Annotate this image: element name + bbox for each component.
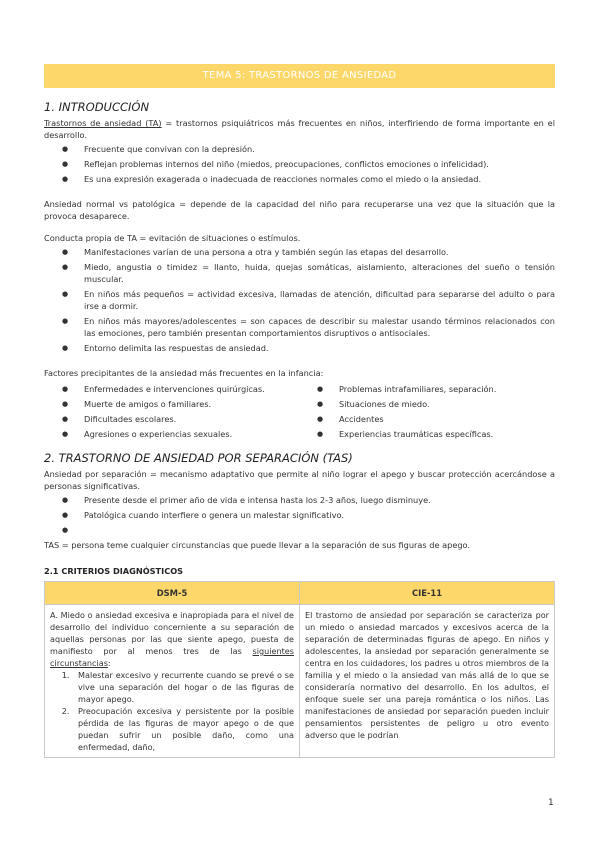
list-item: ● Es una expresión exagerada o inadecuada de reacciones normales como el miedo o la ansiedad.: [84, 173, 555, 185]
section-2-heading: 2. TRASTORNO DE ANSIEDAD POR SEPARACIÓN (TAS): [44, 451, 353, 465]
factores-intro: Factores precipitantes de la ansiedad más frecuentes en la infancia:: [44, 368, 324, 378]
ta-definition-text: = trastornos psiquiátricos más frecuentes en niños, interfiriendo de forma importante en el desarrollo.: [44, 118, 555, 140]
document-body: [44, 100, 555, 758]
list-item: ● Situaciones de miedo.: [339, 398, 549, 410]
page-number: 1: [548, 798, 554, 808]
factores-columns: [44, 381, 555, 443]
ta-characteristics-list: [44, 143, 555, 185]
criteria-table: [44, 581, 555, 758]
conducta-list: [44, 246, 555, 354]
list-item: ● Frecuente que convivan con la depresión.: [84, 143, 555, 155]
dsm5-cell: A. Miedo o ansiedad excesiva e inapropiada para el nivel de desarrollo del individuo concerniente a su separación de aquellas personas por las que siente apego, puesta de manifiesto por al menos tres de las siguientes circunstancias: 1. Malestar excesivo y recurrente cuando se prevé o se vive una separación del hogar o de las figuras de mayor apego. 2. Preocupación excesiva y persistente por la posible pérdida de las figuras de mayor apego o de que puedan sufrir un posible daño, como una enfermedad, daño,: [45, 605, 300, 758]
list-item: 2. Preocupación excesiva y persistente por la posible pérdida de las figuras de mayor apego o de que puedan sufrir un posible daño, como una enfermedad, daño,: [72, 705, 294, 753]
list-item: ● Presente desde el primer año de vida e intensa hasta los 2-3 años, luego disminuye.: [84, 494, 555, 506]
dsm5-header: DSM-5: [45, 582, 300, 605]
list-item: ● Enfermedades e intervenciones quirúrgicas.: [84, 383, 299, 395]
tas-list: [44, 494, 555, 536]
list-item: ● Dificultades escolares.: [84, 413, 299, 425]
list-item: ● Miedo, angustia o timidez = llanto, huida, quejas somáticas, aislamiento, alteraciones del sueño o tensión muscular.: [84, 261, 555, 285]
list-item: [84, 524, 555, 536]
ta-term: Trastornos de ansiedad (TA): [44, 118, 162, 128]
separation-anxiety-intro: Ansiedad por separación = mecanismo adaptativo que permite al niño lograr el apego y buscar protección acercándose a personas significativas.: [44, 469, 555, 491]
cie11-cell: El trastorno de ansiedad por separación se caracteriza por un miedo o ansiedad marcados y excesivos acerca de la separación de determinadas figuras de apego. En niños y adolescentes, la ansiedad por separación generalmente se centra en los cuidadores, los padres u otros miembros de la familia y el miedo o la ansiedad van más allá de lo que se consideraría normativo del desarrollo. En los adultos, el enfoque suele ser una pareja romántica o los niños. Las manifestaciones de ansiedad por separación pueden incluir pensamientos persistentes de peligro u otro evento adverso que le podrían: [300, 605, 555, 758]
dsm5-items: [50, 669, 294, 753]
ta-definition: [44, 117, 555, 141]
list-item: ● Experiencias traumáticas específicas.: [339, 428, 549, 440]
criterios-heading: 2.1 CRITERIOS DIAGNÓSTICOS: [44, 566, 184, 576]
cie11-header: CIE-11: [300, 582, 555, 605]
list-item: ● Accidentes: [339, 413, 549, 425]
list-item: 1. Malestar excesivo y recurrente cuando se prevé o se vive una separación del hogar o de las figuras de mayor apego.: [72, 669, 294, 705]
section-1-heading: 1. INTRODUCCIÓN: [44, 100, 150, 114]
tas-definition: TAS = persona teme cualquier circunstancias que puede llevar a la separación de sus figuras de apego.: [44, 540, 471, 550]
list-item: ● En niños más mayores/adolescentes = son capaces de describir su malestar usando términos relacionados con las emociones, pero también presentan comportamientos disruptivos o antisociales.: [84, 315, 555, 339]
normal-vs-pathological: Ansiedad normal vs patológica = depende de la capacidad del niño para recuperarse una vez que la situación que la provoca desaparece.: [44, 199, 555, 221]
list-item: ● Agresiones o experiencias sexuales.: [84, 428, 299, 440]
dsm5-criterion-a: A. Miedo o ansiedad excesiva e inapropiada para el nivel de desarrollo del individuo concerniente a su separación de aquellas personas por las que siente apego, puesta de manifiesto por al menos tres de las: [50, 610, 294, 656]
list-item: ● Reflejan problemas internos del niño (miedos, preocupaciones, conflictos emociones o infelicidad).: [84, 158, 555, 170]
list-item: ● Problemas intrafamiliares, separación.: [339, 383, 549, 395]
list-item: ● Muerte de amigos o familiares.: [84, 398, 299, 410]
list-item: ● En niños más pequeños = actividad excesiva, llamadas de atención, dificultad para separarse del adulto o para irse a dormir.: [84, 288, 555, 312]
factores-right-list: [299, 383, 549, 440]
list-item: ● Patológica cuando interfiere o genera un malestar significativo.: [84, 509, 555, 521]
dsm5-criterion-a-underlined: siguientes circunstancias: [50, 646, 294, 668]
page-title-banner: TEMA 5: TRASTORNOS DE ANSIEDAD: [44, 64, 555, 88]
list-item: ● Entorno delimita las respuestas de ansiedad.: [84, 342, 555, 354]
conducta-ta: Conducta propia de TA = evitación de situaciones o estímulos.: [44, 233, 301, 243]
factores-left-list: [44, 383, 299, 440]
list-item: ● Manifestaciones varían de una persona a otra y también según las etapas del desarrollo.: [84, 246, 555, 258]
